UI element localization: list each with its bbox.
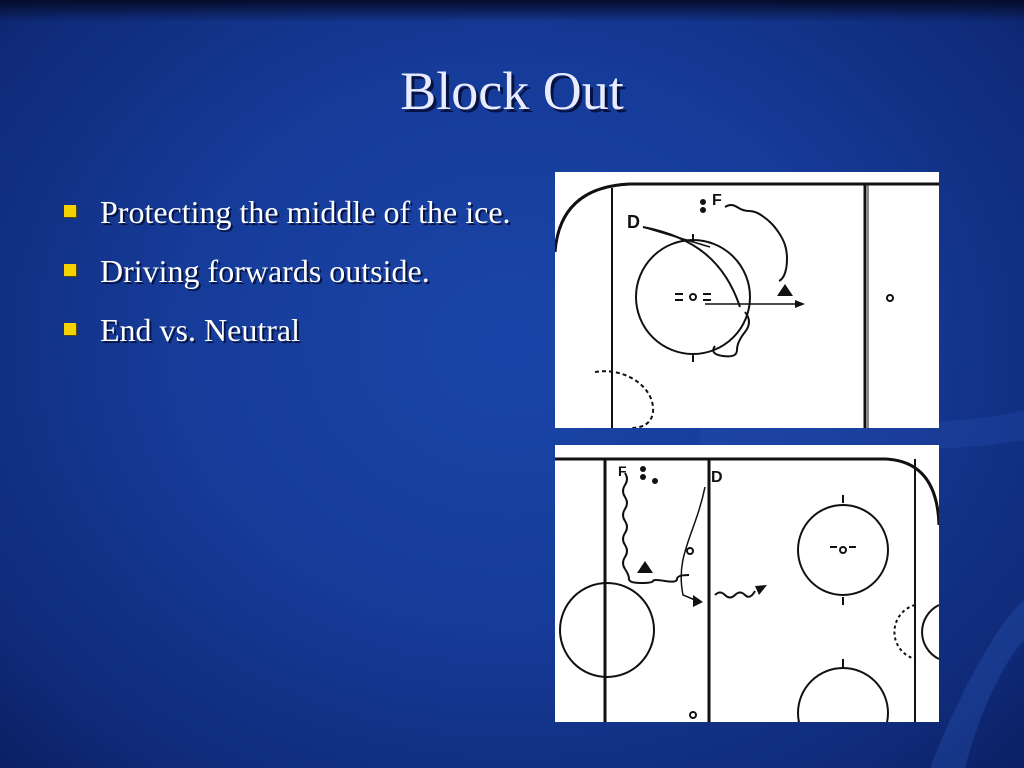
rink-diagram-neutral-zone [555, 445, 939, 722]
slide-title: Block Out [400, 61, 624, 121]
bullet-text: Protecting the middle of the ice. [100, 194, 511, 230]
forward-label: F [618, 463, 627, 479]
bullet-text: End vs. Neutral [100, 312, 300, 348]
bullet-item [62, 308, 522, 353]
square-bullet-icon [64, 323, 76, 335]
square-bullet-icon [64, 264, 76, 276]
rink-diagram-end-zone [555, 172, 939, 428]
defense-label: D [711, 469, 723, 486]
forward-label: F [712, 192, 722, 209]
square-bullet-icon [64, 205, 76, 217]
bullet-item [62, 249, 522, 294]
bullet-item [62, 190, 522, 235]
bullet-list [62, 190, 522, 367]
defense-label: D [627, 212, 640, 232]
bullet-text: Driving forwards outside. [100, 253, 430, 289]
